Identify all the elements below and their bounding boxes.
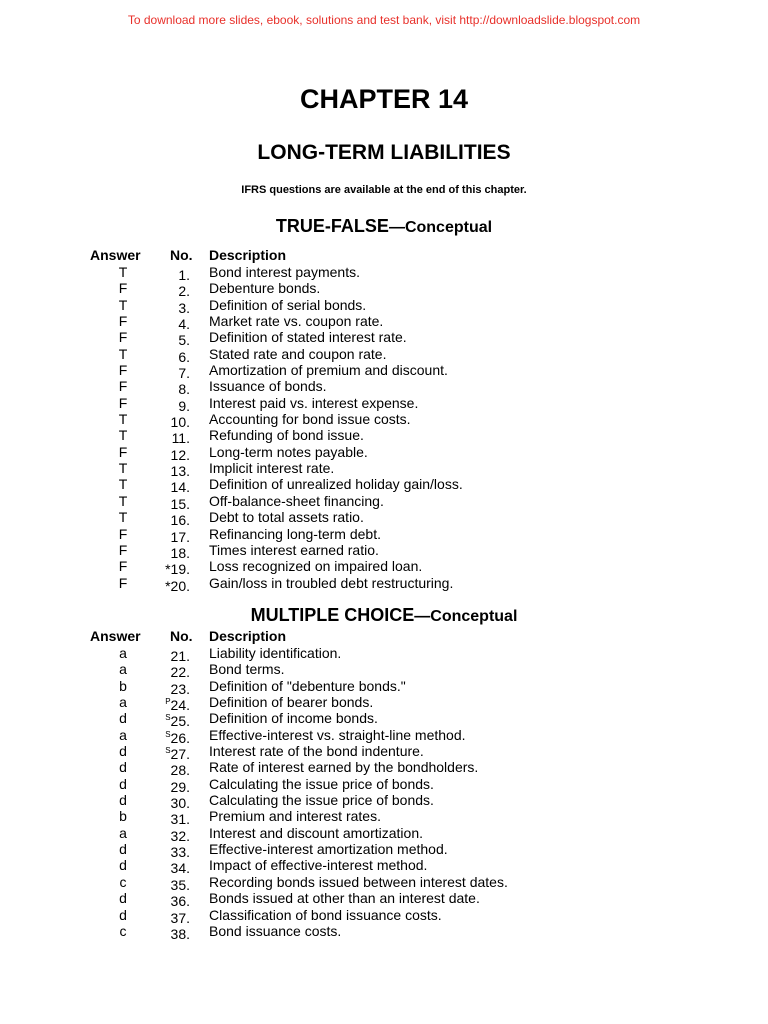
question-number-text: 33. [170, 844, 190, 861]
table-row [0, 394, 768, 414]
question-number-text: 17. [170, 528, 190, 545]
question-number-text: 35. [170, 876, 190, 893]
question-number-text: 12. [170, 446, 190, 463]
answer-cell: F [118, 280, 128, 297]
description-cell: Bond interest payments. [209, 264, 360, 280]
answer-cell: T [118, 476, 128, 493]
answer-cell: F [118, 443, 128, 460]
table-row [0, 857, 768, 877]
answer-cell: F [118, 541, 128, 558]
download-banner[interactable]: To download more slides, ebook, solutions and test bank, visit http://downloadslide.blogspot.com [127, 13, 641, 27]
multiple-choice-heading [0, 605, 768, 626]
chapter-subtitle: LONG-TERM LIABILITIES [257, 141, 511, 164]
table-row [0, 558, 768, 578]
question-number-text: 14. [170, 479, 190, 496]
question-number-text: 16. [170, 512, 190, 529]
question-number-text: 25. [170, 713, 190, 730]
description-cell: Off-balance-sheet financing. [209, 492, 384, 509]
question-number-text: 28. [170, 762, 190, 779]
question-number-text: 29. [170, 778, 190, 795]
table-row [0, 743, 768, 763]
answer-cell: T [118, 492, 128, 509]
table-row [0, 313, 768, 333]
question-number-text: 6. [178, 348, 190, 365]
answer-cell: d [119, 906, 127, 923]
answer-cell: a [119, 824, 127, 841]
table-row [0, 775, 768, 795]
true-false-title: TRUE-FALSE [275, 216, 389, 236]
table-row [0, 460, 768, 480]
answer-cell: F [118, 574, 128, 591]
answer-cell: T [118, 411, 128, 428]
question-number-text: 8. [178, 381, 190, 398]
table-row [0, 873, 768, 893]
description-cell: Loss recognized on impaired loan. [209, 558, 423, 575]
answer-cell: a [119, 726, 127, 743]
answer-cell: F [118, 329, 128, 346]
table-row [0, 824, 768, 844]
table-row [0, 280, 768, 300]
question-number-text: *19. [165, 561, 190, 578]
question-prefix: S [165, 729, 171, 739]
table-row [0, 345, 768, 365]
true-false-heading [0, 216, 768, 237]
question-number-text: 37. [170, 909, 190, 926]
question-number-text: 27. [170, 746, 190, 763]
description-cell: Market rate vs. coupon rate. [209, 313, 384, 330]
question-number-text: 10. [170, 414, 190, 431]
question-number-text: 38. [170, 925, 190, 942]
description-cell: Stated rate and coupon rate. [209, 345, 387, 362]
number-header: No. [170, 247, 193, 263]
table-row [0, 476, 768, 496]
table-row [0, 427, 768, 447]
table-row [0, 710, 768, 730]
table-row [0, 726, 768, 746]
table-row [0, 645, 768, 664]
question-number-text: 22. [170, 664, 190, 681]
table-row [0, 677, 768, 697]
question-prefix: P [165, 697, 171, 707]
description-cell: Accounting for bond issue costs. [209, 411, 411, 428]
table-row [0, 841, 768, 861]
description-cell: Definition of income bonds. [209, 710, 378, 727]
true-false-table [0, 247, 768, 594]
question-number-text: 7. [178, 365, 190, 382]
table-row [0, 792, 768, 812]
description-cell: Debt to total assets ratio. [209, 509, 364, 526]
description-cell: Issuance of bonds. [209, 378, 327, 395]
answer-header: Answer [90, 247, 141, 263]
table-row [0, 906, 768, 926]
description-cell: Liability identification. [209, 645, 342, 661]
answer-cell: a [119, 645, 127, 661]
table-row [0, 264, 768, 283]
question-number-text: 15. [170, 495, 190, 512]
true-false-suffix: —Conceptual [388, 219, 493, 236]
table-row [0, 443, 768, 463]
description-cell: Interest rate of the bond indenture. [209, 743, 424, 760]
question-number-text: 23. [170, 680, 190, 697]
question-number-text: 36. [170, 893, 190, 910]
answer-cell: d [119, 775, 127, 792]
question-number-text: 13. [170, 463, 190, 480]
description-cell: Effective-interest amortization method. [209, 841, 448, 858]
table-row [0, 694, 768, 714]
description-cell: Calculating the issue price of bonds. [209, 792, 434, 809]
description-cell: Interest and discount amortization. [209, 824, 424, 841]
description-cell: Definition of unrealized holiday gain/loss. [209, 476, 463, 493]
answer-cell: b [119, 677, 127, 694]
description-cell: Definition of "debenture bonds." [209, 677, 406, 694]
description-cell: Gain/loss in troubled debt restructuring. [209, 574, 454, 591]
answer-cell: F [118, 378, 128, 395]
chapter-title: CHAPTER 14 [299, 84, 469, 114]
question-number [150, 923, 190, 942]
description-cell: Effective-interest vs. straight-line method. [209, 726, 466, 743]
description-cell: Long-term notes payable. [209, 443, 368, 460]
answer-cell: c [119, 873, 127, 890]
question-prefix: S [165, 713, 171, 723]
answer-cell: d [119, 857, 127, 874]
table-row [0, 922, 768, 942]
description-cell: Bond terms. [209, 661, 285, 678]
table-row [0, 808, 768, 828]
table-row [0, 411, 768, 431]
description-cell: Implicit interest rate. [209, 460, 335, 477]
answer-cell: T [118, 296, 128, 313]
description-cell: Classification of bond issuance costs. [209, 906, 442, 923]
description-header: Description [209, 628, 287, 644]
answer-cell: d [119, 743, 127, 760]
question-number-text: 34. [170, 860, 190, 877]
question-prefix: S [165, 746, 171, 756]
question-number-text: 1. [178, 267, 190, 283]
question-number-text: 2. [178, 283, 190, 300]
description-cell: Amortization of premium and discount. [209, 362, 448, 379]
table-header [0, 247, 768, 264]
description-cell: Definition of serial bonds. [209, 296, 367, 313]
question-number-text: 30. [170, 795, 190, 812]
table-row [0, 890, 768, 910]
description-cell: Refinancing long-term debt. [209, 525, 381, 542]
question-number-text: 31. [170, 811, 190, 828]
table-row [0, 492, 768, 512]
description-cell: Definition of bearer bonds. [209, 694, 374, 711]
description-cell: Calculating the issue price of bonds. [209, 775, 434, 792]
table-row [0, 759, 768, 779]
table-row [0, 574, 768, 594]
table-row [0, 661, 768, 681]
description-cell: Definition of stated interest rate. [209, 329, 407, 346]
answer-cell: F [118, 558, 128, 575]
description-cell: Premium and interest rates. [209, 808, 381, 825]
question-number-text: 18. [170, 544, 190, 561]
question-number-text: 3. [178, 299, 190, 316]
description-cell: Refunding of bond issue. [209, 427, 364, 444]
answer-cell: T [118, 460, 128, 477]
table-row [0, 362, 768, 382]
question-number-text: 32. [170, 827, 190, 844]
description-cell: Interest paid vs. interest expense. [209, 394, 419, 411]
description-header: Description [209, 247, 287, 263]
table-row [0, 329, 768, 349]
answer-cell: a [119, 661, 127, 678]
answer-cell: F [118, 362, 128, 379]
multiple-choice-suffix: —Conceptual [414, 608, 518, 625]
table-row [0, 296, 768, 316]
description-cell: Times interest earned ratio. [209, 541, 379, 558]
answer-cell: d [119, 890, 127, 907]
answer-cell: d [119, 792, 127, 809]
answer-cell: F [118, 313, 128, 330]
table-row [0, 378, 768, 398]
answer-cell: b [119, 808, 127, 825]
multiple-choice-title: MULTIPLE CHOICE [250, 605, 415, 625]
answer-cell: d [119, 759, 127, 776]
description-cell: Bond issuance costs. [209, 922, 342, 939]
description-cell: Debenture bonds. [209, 280, 321, 297]
number-header: No. [170, 628, 193, 644]
answer-cell: T [118, 264, 128, 280]
ifrs-note: IFRS questions are available at the end of this chapter. [241, 184, 527, 196]
table-row [0, 525, 768, 545]
multiple-choice-table [0, 628, 768, 942]
question-number-text: 26. [170, 729, 190, 746]
answer-cell: T [118, 345, 128, 362]
description-cell: Rate of interest earned by the bondholders. [209, 759, 479, 776]
question-number-text: 24. [170, 697, 190, 714]
question-number-text: 4. [178, 316, 190, 333]
answer-cell: d [119, 841, 127, 858]
question-number [150, 575, 190, 594]
table-row [0, 509, 768, 529]
description-cell: Recording bonds issued between interest dates. [209, 873, 508, 890]
answer-cell: d [119, 710, 127, 727]
answer-header: Answer [90, 628, 141, 644]
question-number-text: 9. [178, 397, 190, 414]
answer-cell: c [119, 922, 127, 939]
question-number-text: 5. [178, 332, 190, 349]
answer-cell: a [119, 694, 127, 711]
question-number-text: 21. [170, 648, 190, 664]
answer-cell: F [118, 394, 128, 411]
description-cell: Bonds issued at other than an interest date. [209, 890, 480, 907]
answer-cell: T [118, 509, 128, 526]
table-row [0, 541, 768, 561]
question-number-text: *20. [165, 577, 190, 594]
answer-cell: T [118, 427, 128, 444]
answer-cell: F [118, 525, 128, 542]
description-cell: Impact of effective-interest method. [209, 857, 428, 874]
question-number-text: 11. [171, 430, 190, 447]
table-header [0, 628, 768, 645]
